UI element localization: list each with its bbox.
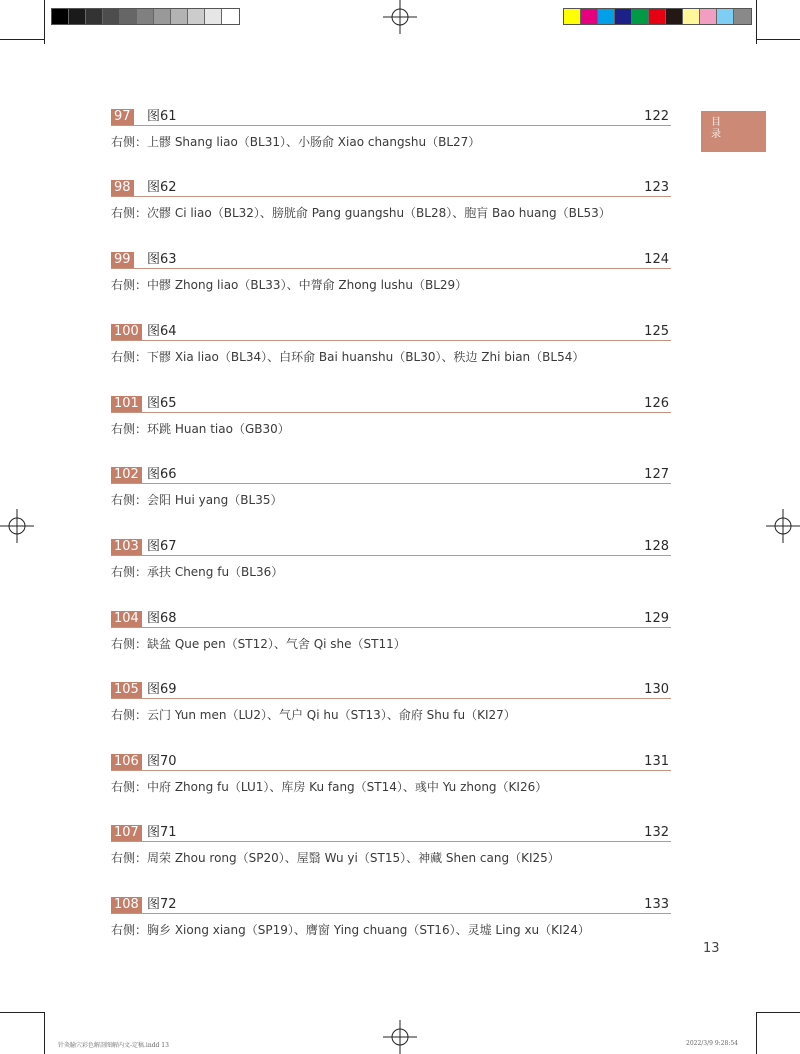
figure-title[interactable]: 图66 xyxy=(147,467,177,482)
page-reference[interactable]: 128 xyxy=(644,539,669,554)
toc-entry-header xyxy=(111,180,671,197)
page-reference[interactable]: 129 xyxy=(644,611,669,626)
entry-description: 右侧：云门 Yun men（LU2）、气户 Qi hu（ST13）、俞府 Shu fu（KI27） xyxy=(111,708,516,722)
toc-entry[interactable] xyxy=(111,825,671,865)
registration-mark-bottom xyxy=(383,1020,417,1054)
page-reference[interactable]: 125 xyxy=(644,324,669,339)
toc-entry-header xyxy=(111,324,671,341)
registration-mark-top xyxy=(383,0,417,34)
entry-description: 右侧：环跳 Huan tiao（GB30） xyxy=(111,422,290,436)
page-number: 13 xyxy=(703,941,720,956)
crop-mark xyxy=(0,1012,44,1013)
entry-number-badge: 105 xyxy=(111,682,142,698)
color-swatch xyxy=(52,9,69,24)
toc-entry[interactable] xyxy=(111,754,671,794)
page-reference[interactable]: 133 xyxy=(644,897,669,912)
figure-title[interactable]: 图62 xyxy=(147,180,177,195)
entry-number-badge: 101 xyxy=(111,396,142,412)
entry-description: 右侧：缺盆 Que pen（ST12）、气舍 Qi she（ST11） xyxy=(111,637,406,651)
side-tab-char-2: 录 xyxy=(711,129,721,140)
crop-mark xyxy=(756,0,757,44)
toc-entry[interactable] xyxy=(111,324,671,364)
entry-number-badge: 102 xyxy=(111,467,142,483)
color-swatch xyxy=(222,9,239,24)
entry-description: 右侧：承扶 Cheng fu（BL36） xyxy=(111,565,284,579)
page-reference[interactable]: 132 xyxy=(644,825,669,840)
figure-title[interactable]: 图67 xyxy=(147,539,177,554)
toc-entry[interactable] xyxy=(111,180,671,220)
crop-mark xyxy=(756,1012,757,1054)
color-swatch xyxy=(188,9,205,24)
figure-title[interactable]: 图61 xyxy=(147,109,177,124)
toc-entry[interactable] xyxy=(111,611,671,651)
entry-description: 右侧：中髎 Zhong liao（BL33）、中膂俞 Zhong lushu（BL29） xyxy=(111,278,468,292)
figure-title[interactable]: 图65 xyxy=(147,396,177,411)
toc-entry-header xyxy=(111,252,671,269)
crop-mark xyxy=(44,1012,45,1054)
page-reference[interactable]: 122 xyxy=(644,109,669,124)
color-swatch xyxy=(632,9,649,24)
color-swatch xyxy=(120,9,137,24)
color-swatch xyxy=(666,9,683,24)
toc-entry[interactable] xyxy=(111,252,671,292)
entry-description: 右侧：中府 Zhong fu（LU1）、库房 Ku fang（ST14）、彧中 Yu zhong（KI26） xyxy=(111,780,548,794)
entry-description: 右侧：次髎 Ci liao（BL32）、膀胱俞 Pang guangshu（BL28）、胞肓 Bao huang（BL53） xyxy=(111,206,611,220)
color-swatch xyxy=(717,9,734,24)
color-swatch xyxy=(171,9,188,24)
entry-number-badge: 103 xyxy=(111,539,142,555)
color-swatch xyxy=(103,9,120,24)
crop-mark xyxy=(756,39,800,40)
color-swatch xyxy=(649,9,666,24)
color-swatch xyxy=(581,9,598,24)
toc-entry-header xyxy=(111,539,671,556)
toc-entry[interactable] xyxy=(111,396,671,436)
color-swatch xyxy=(564,9,581,24)
entry-number-badge: 104 xyxy=(111,611,142,627)
color-swatch xyxy=(598,9,615,24)
gray-color-bar xyxy=(51,8,240,25)
toc-entry-header xyxy=(111,825,671,842)
toc-entry[interactable] xyxy=(111,539,671,579)
page-reference[interactable]: 131 xyxy=(644,754,669,769)
entry-number-badge: 100 xyxy=(111,324,142,340)
registration-mark-right xyxy=(766,509,800,543)
page-reference[interactable]: 126 xyxy=(644,396,669,411)
toc-entry-header xyxy=(111,611,671,628)
toc-entry-header xyxy=(111,897,671,914)
entry-number-badge: 97 xyxy=(111,109,134,125)
entry-number-badge: 98 xyxy=(111,180,134,196)
entry-description: 右侧：下髎 Xia liao（BL34）、白环俞 Bai huanshu（BL30）、秩边 Zhi bian（BL54） xyxy=(111,350,585,364)
registration-mark-left xyxy=(0,509,34,543)
toc-entry-header xyxy=(111,396,671,413)
entry-description: 右侧：胸乡 Xiong xiang（SP19）、膺窗 Ying chuang（ST16）、灵墟 Ling xu（KI24） xyxy=(111,923,590,937)
color-swatch xyxy=(615,9,632,24)
toc-entry-header xyxy=(111,109,671,126)
color-swatch xyxy=(137,9,154,24)
side-tab-char-1: 目 xyxy=(711,117,721,128)
page-reference[interactable]: 124 xyxy=(644,252,669,267)
print-slug-timestamp: 2022/3/9 9:28:54 xyxy=(686,1040,738,1047)
entry-description: 右侧：周荣 Zhou rong（SP20）、屋翳 Wu yi（ST15）、神藏 Shen cang（KI25） xyxy=(111,851,560,865)
toc-entry[interactable] xyxy=(111,467,671,507)
color-swatch xyxy=(86,9,103,24)
toc-entry-header xyxy=(111,682,671,699)
figure-title[interactable]: 图63 xyxy=(147,252,177,267)
entry-number-badge: 99 xyxy=(111,252,134,268)
print-slug-filename: 针灸腧穴彩色解剖图解内文-定稿.indd 13 xyxy=(58,1042,169,1049)
entry-description: 右侧：会阳 Hui yang（BL35） xyxy=(111,493,283,507)
cmyk-color-bar xyxy=(563,8,752,25)
entry-number-badge: 107 xyxy=(111,825,142,841)
figure-title[interactable]: 图72 xyxy=(147,897,177,912)
color-swatch xyxy=(734,9,751,24)
crop-mark xyxy=(0,39,44,40)
toc-side-tab[interactable] xyxy=(701,111,766,152)
toc-entry[interactable] xyxy=(111,109,671,149)
color-swatch xyxy=(205,9,222,24)
toc-entry[interactable] xyxy=(111,897,671,937)
toc-entry-header xyxy=(111,754,671,771)
figure-title[interactable]: 图69 xyxy=(147,682,177,697)
color-swatch xyxy=(683,9,700,24)
crop-mark xyxy=(44,0,45,44)
entry-description: 右侧：上髎 Shang liao（BL31）、小肠俞 Xiao changshu（BL27） xyxy=(111,135,481,149)
color-swatch xyxy=(154,9,171,24)
color-swatch xyxy=(700,9,717,24)
crop-mark xyxy=(756,1012,800,1013)
toc-entry-header xyxy=(111,467,671,484)
figure-title[interactable]: 图64 xyxy=(147,324,177,339)
color-swatch xyxy=(69,9,86,24)
entry-number-badge: 108 xyxy=(111,897,142,913)
page-reference[interactable]: 130 xyxy=(644,682,669,697)
figure-title[interactable]: 图70 xyxy=(147,754,177,769)
figure-title[interactable]: 图71 xyxy=(147,825,177,840)
toc-entry[interactable] xyxy=(111,682,671,722)
page-reference[interactable]: 123 xyxy=(644,180,669,195)
figure-title[interactable]: 图68 xyxy=(147,611,177,626)
entry-number-badge: 106 xyxy=(111,754,142,770)
page-reference[interactable]: 127 xyxy=(644,467,669,482)
